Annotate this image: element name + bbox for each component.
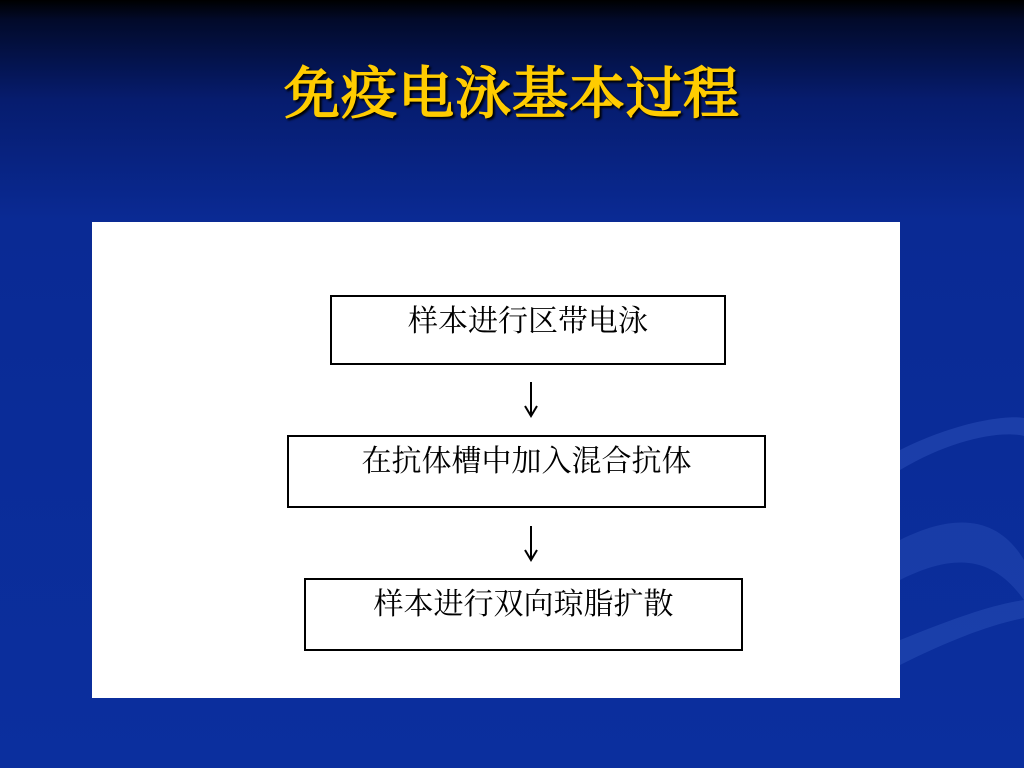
flowchart-step-2-label: 在抗体槽中加入混合抗体 (361, 444, 692, 479)
down-arrow-icon (523, 526, 539, 562)
flowchart-step-3-label: 样本进行双向琼脂扩散 (373, 587, 674, 622)
flowchart-step-3 (304, 578, 743, 651)
flowchart-panel (92, 222, 900, 698)
down-arrow-icon (523, 382, 539, 418)
flowchart-step-1 (330, 295, 726, 365)
flowchart-step-2 (287, 435, 766, 508)
slide-title: 免疫电泳基本过程 (284, 61, 740, 127)
flowchart-step-1-label: 样本进行区带电泳 (408, 304, 648, 339)
